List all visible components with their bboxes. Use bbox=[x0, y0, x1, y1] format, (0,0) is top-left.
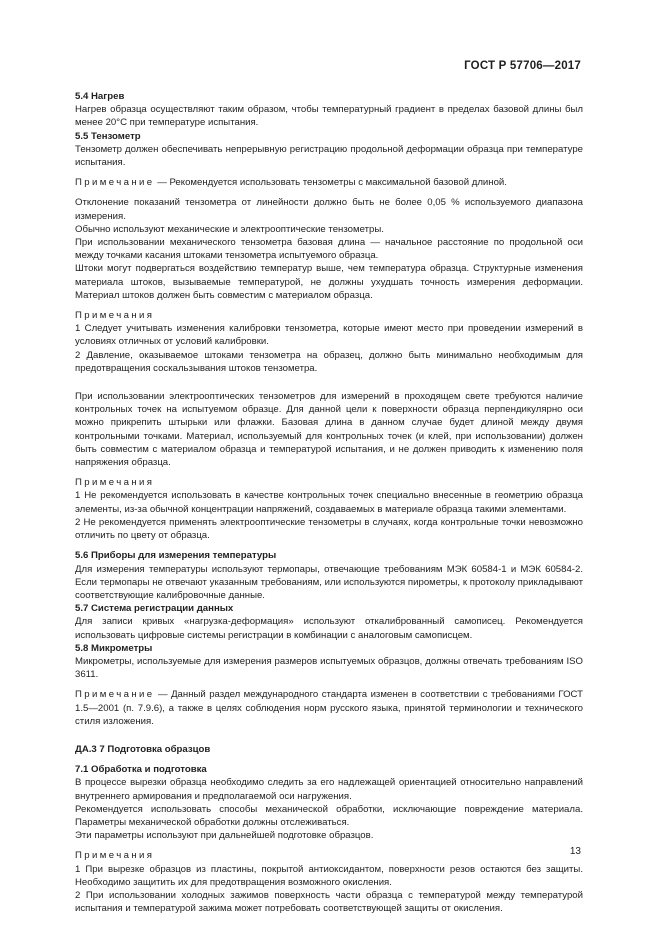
notes-label: Примечания bbox=[75, 310, 155, 322]
note-item: 2 Давление, оказываемое штоками тензометра на образец, должно быть минимально необходимым для предотвращения соскальзывания штоков тензометра. bbox=[75, 349, 583, 374]
note-item: 2 Не рекомендуется применять электрооптические тензометры в случаях, когда контрольные точки невозможно отличить по цвету от образца. bbox=[75, 516, 583, 542]
note bbox=[75, 176, 583, 189]
section-7-1-title: 7.1 Обработка и подготовка bbox=[75, 764, 207, 776]
paragraph: Обычно используют механические и электрооптические тензометры. bbox=[75, 223, 384, 235]
paragraph: Штоки могут подвергаться воздействию температур выше, чем температура образца. Структурные изменения материала штоков, вызываемые температурой, не должны ухудшать точность измерения деформации. Материал штоков должен быть совместим с материалом образца. bbox=[75, 263, 583, 301]
paragraph: Отклонение показаний тензометра от линейности должно быть не более 0,05 % используемого диапазона измерения. bbox=[75, 197, 583, 222]
note-label: Примечание bbox=[75, 689, 155, 701]
note bbox=[75, 688, 583, 728]
paragraph: Для измерения температуры используют термопары, отвечающие требованиям МЭК 60584-1 и МЭК 60584-2. Если термопары не отвечают указанным требованиям, или используются пирометры, к протоколу прикладывают соответствующие калибровочные данные. bbox=[75, 563, 583, 601]
paragraph: Эти параметры используют при дальнейшей подготовке образцов. bbox=[75, 830, 374, 842]
note-item: 1 Не рекомендуется использовать в качестве контрольных точек специально внесенные в геометрию образца элементы, из-за обычной концентрации напряжений, создаваемых в материале образца такими элементами. bbox=[75, 490, 583, 515]
section-5-8-title: 5.8 Микрометры bbox=[75, 642, 153, 654]
paragraph: В процессе вырезки образца необходимо следить за его надлежащей ориентацией относительно направлений внутреннего армирования и предполагаемой оси нагружения. bbox=[75, 777, 583, 802]
section-5-7-title: 5.7 Система регистрации данных bbox=[75, 603, 234, 615]
paragraph: При использовании механического тензометра базовая длина — начальное расстояние по продольной оси между точками касания штоками тензометра испытуемого образца. bbox=[75, 237, 583, 262]
document-body bbox=[75, 90, 583, 915]
paragraph: Нагрев образца осуществляют таким образом, чтобы температурный градиент в пределах базовой длины был менее 20°С при температуре испытания. bbox=[75, 104, 583, 129]
page-number: 13 bbox=[569, 846, 581, 857]
section-5-6-title: 5.6 Приборы для измерения температуры bbox=[75, 550, 277, 562]
paragraph: Для записи кривых «нагрузка-деформация» используют откалиброванный самописец. Рекомендуется использовать цифровые системы регистрации в комбинации с аналоговым самописцем. bbox=[75, 616, 583, 641]
paragraph: При использовании электрооптических тензометров для измерений в проходящем свете требуются наличие контрольных точек на испытуемом образце. Для данной цели к поверхности образца перпендикулярно оси можно прикрепить штырьки или флажки. Базовая длина в данном случае будет длиной между двумя контрольными точками. Материал, используемый для контрольных точек (и клей, при использовании) должен быть совместим с материалом образца и температурой испытания, и не должен приводить к изменению поля напряжения образца. bbox=[75, 391, 583, 469]
paragraph: Микрометры, используемые для измерения размеров испытуемых образцов, должны отвечать требованиям ISO 3611. bbox=[75, 655, 583, 681]
annex-da-3-title: ДА.3 7 Подготовка образцов bbox=[75, 743, 211, 755]
note-item: 1 При вырезке образцов из пластины, покрытой антиоксидантом, поверхности резов остаются без защиты. Необходимо защитить их для предотвращения возможного окисления. bbox=[75, 863, 583, 888]
notes-label: Примечания bbox=[75, 477, 155, 489]
note-item: 2 При использовании холодных зажимов поверхность части образца с температурой между температурой испытания и температурой зажима может потребовать соответствующей защиты от окисления. bbox=[75, 889, 583, 915]
note-label: Примечание bbox=[75, 177, 155, 189]
section-5-4-title: 5.4 Нагрев bbox=[75, 91, 125, 102]
note-text: — Рекомендуется использовать тензометры с максимальной базовой длиной. bbox=[154, 177, 507, 189]
notes-label: Примечания bbox=[75, 850, 155, 862]
note-text: — Данный раздел международного стандарта изменен в соответствии с требованиями ГОСТ 1.5—2001 (п. 7.9.6), а также в целях соблюдения норм русского языка, принятой терминологии и технического стиля изложения. bbox=[75, 689, 583, 727]
note-item: 1 Следует учитывать изменения калибровки тензометра, которые имеют место при проведении измерений в условиях отличных от условий калибровки. bbox=[75, 323, 583, 348]
section-5-5-title: 5.5 Тензометр bbox=[75, 130, 141, 142]
paragraph: Рекомендуется использовать способы механической обработки, исключающие повреждение материала. Параметры механической обработки должны отслеживаться. bbox=[75, 803, 583, 828]
document-id-header: ГОСТ Р 57706—2017 bbox=[464, 60, 581, 72]
paragraph: Тензометр должен обеспечивать непрерывную регистрацию продольной деформации образца при температуре испытания. bbox=[75, 143, 583, 169]
